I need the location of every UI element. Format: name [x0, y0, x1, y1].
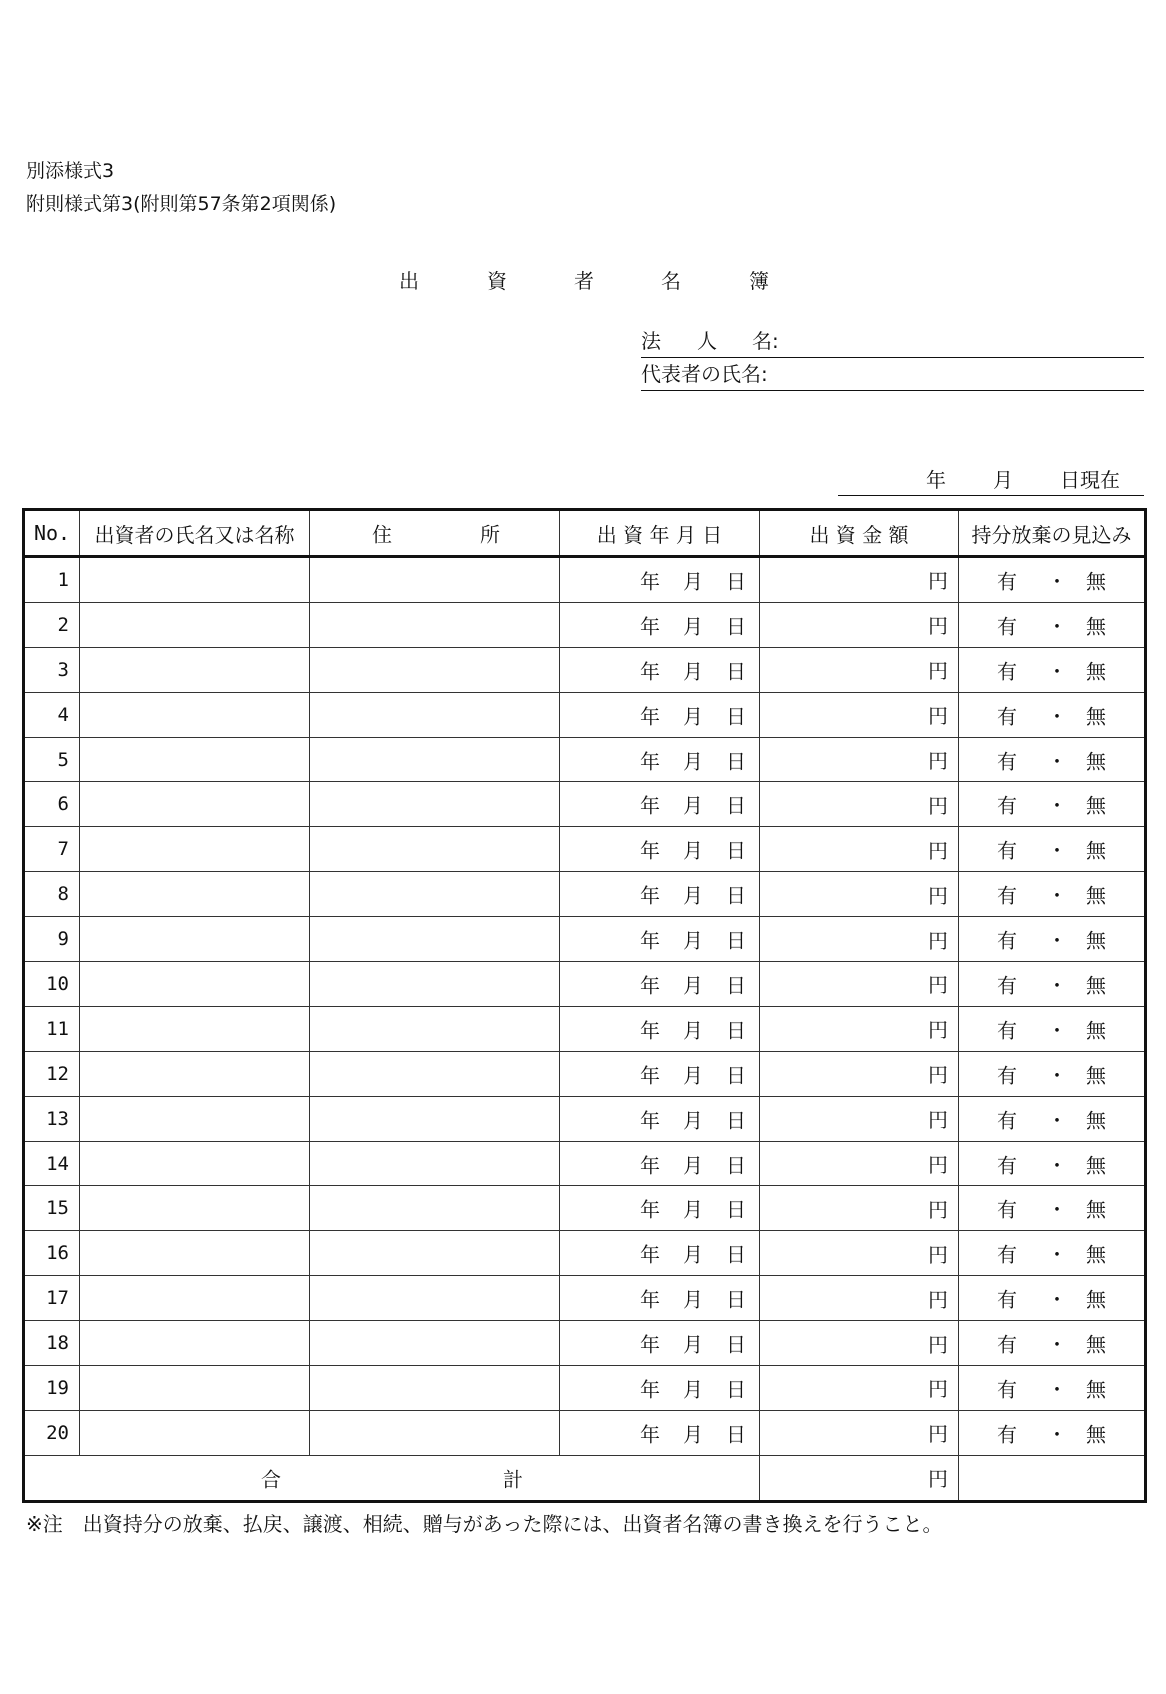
investor-name-cell[interactable]: [80, 1276, 310, 1321]
investor-roster-table: [22, 508, 1147, 1503]
title-char: 者: [574, 269, 594, 293]
title-char: 名: [661, 269, 681, 293]
investment-amount-cell[interactable]: 円: [760, 1051, 959, 1096]
year-label: 年: [640, 1332, 660, 1357]
no-option[interactable]: 無: [1086, 1063, 1106, 1088]
yes-option[interactable]: 有: [997, 1377, 1017, 1402]
address-cell[interactable]: [310, 1321, 560, 1366]
waiver-choice-cell[interactable]: [959, 692, 1146, 737]
investment-amount-cell[interactable]: 円: [760, 1231, 959, 1276]
investment-date-cell[interactable]: [560, 692, 760, 737]
yes-option[interactable]: 有: [997, 973, 1017, 998]
separator-dot: ・: [1047, 1063, 1067, 1088]
year-label: 年: [640, 973, 660, 998]
yes-option[interactable]: 有: [997, 614, 1017, 639]
table-row: [24, 872, 1146, 917]
day-label: 日: [726, 793, 746, 818]
investment-amount-cell[interactable]: 円: [760, 872, 959, 917]
month-label: 月: [683, 928, 703, 953]
month-label: 月: [683, 1197, 703, 1222]
month-label: 月: [683, 883, 703, 908]
header-investor-name: 出資者の氏名又は名称: [80, 510, 310, 557]
table-row: [24, 782, 1146, 827]
year-label: 年: [640, 704, 660, 729]
yes-option[interactable]: 有: [997, 1242, 1017, 1267]
separator-dot: ・: [1047, 1153, 1067, 1178]
investor-name-cell[interactable]: [80, 782, 310, 827]
footnote: ※注 出資持分の放棄、払戻、譲渡、相続、贈与があった際には、出資者名簿の書き換えを行うこと。: [26, 1512, 943, 1536]
row-number: 12: [24, 1051, 80, 1096]
investor-name-cell[interactable]: [80, 827, 310, 872]
investor-name-cell[interactable]: [80, 1141, 310, 1186]
waiver-choice-cell[interactable]: [959, 1276, 1146, 1321]
as-of-month-label: 月: [993, 468, 1013, 492]
investor-name-cell[interactable]: [80, 917, 310, 962]
yes-option[interactable]: 有: [997, 1153, 1017, 1178]
day-label: 日: [726, 1287, 746, 1312]
investor-name-cell[interactable]: [80, 962, 310, 1007]
investment-amount-cell[interactable]: 円: [760, 1410, 959, 1455]
table-row: [24, 1051, 1146, 1096]
investment-amount-cell[interactable]: 円: [760, 1276, 959, 1321]
investor-name-cell[interactable]: [80, 1410, 310, 1455]
no-option[interactable]: 無: [1086, 793, 1106, 818]
waiver-choice-cell[interactable]: [959, 1051, 1146, 1096]
year-label: 年: [640, 659, 660, 684]
investment-date-cell[interactable]: [560, 647, 760, 692]
waiver-choice-cell[interactable]: [959, 872, 1146, 917]
as-of-day-label: 日現在: [1060, 468, 1120, 492]
table-row: [24, 1186, 1146, 1231]
yes-option[interactable]: 有: [997, 659, 1017, 684]
investment-amount-cell[interactable]: 円: [760, 782, 959, 827]
no-option[interactable]: 無: [1086, 659, 1106, 684]
investor-name-cell[interactable]: [80, 1186, 310, 1231]
no-option[interactable]: 無: [1086, 1377, 1106, 1402]
investment-amount-cell[interactable]: 円: [760, 1321, 959, 1366]
address-cell[interactable]: [310, 1141, 560, 1186]
separator-dot: ・: [1047, 793, 1067, 818]
yes-option[interactable]: 有: [997, 1108, 1017, 1133]
investor-name-cell[interactable]: [80, 1096, 310, 1141]
month-label: 月: [683, 1063, 703, 1088]
month-label: 月: [683, 1018, 703, 1043]
investment-date-cell[interactable]: [560, 917, 760, 962]
investment-amount-cell[interactable]: 円: [760, 647, 959, 692]
investment-date-cell[interactable]: [560, 1141, 760, 1186]
no-option[interactable]: 無: [1086, 1018, 1106, 1043]
month-label: 月: [683, 1332, 703, 1357]
investment-date-cell[interactable]: [560, 872, 760, 917]
row-number: 15: [24, 1186, 80, 1231]
month-label: 月: [683, 569, 703, 594]
waiver-choice-cell[interactable]: [959, 737, 1146, 782]
no-option[interactable]: 無: [1086, 838, 1106, 863]
investment-amount-cell[interactable]: 円: [760, 1096, 959, 1141]
separator-dot: ・: [1047, 704, 1067, 729]
day-label: 日: [726, 1108, 746, 1133]
separator-dot: ・: [1047, 614, 1067, 639]
investor-name-cell[interactable]: [80, 1051, 310, 1096]
as-of-date-field[interactable]: [838, 467, 1144, 496]
year-label: 年: [640, 793, 660, 818]
investment-date-cell[interactable]: [560, 827, 760, 872]
investment-amount-cell[interactable]: 円: [760, 1006, 959, 1051]
investment-date-cell[interactable]: [560, 1051, 760, 1096]
investment-date-cell[interactable]: [560, 602, 760, 647]
yes-option[interactable]: 有: [997, 1422, 1017, 1447]
year-label: 年: [640, 928, 660, 953]
address-cell[interactable]: [310, 602, 560, 647]
investment-amount-cell[interactable]: 円: [760, 692, 959, 737]
year-label: 年: [640, 1108, 660, 1133]
waiver-choice-cell[interactable]: [959, 1096, 1146, 1141]
row-number: 13: [24, 1096, 80, 1141]
row-number: 5: [24, 737, 80, 782]
day-label: 日: [726, 1242, 746, 1267]
day-label: 日: [726, 1422, 746, 1447]
waiver-choice-cell[interactable]: [959, 1231, 1146, 1276]
year-label: 年: [640, 883, 660, 908]
no-option[interactable]: 無: [1086, 704, 1106, 729]
table-row: [24, 602, 1146, 647]
row-number: 7: [24, 827, 80, 872]
separator-dot: ・: [1047, 1242, 1067, 1267]
separator-dot: ・: [1047, 838, 1067, 863]
as-of-year-label: 年: [926, 468, 946, 492]
address-cell[interactable]: [310, 647, 560, 692]
address-cell[interactable]: [310, 1410, 560, 1455]
day-label: 日: [726, 659, 746, 684]
year-label: 年: [640, 749, 660, 773]
row-number: 14: [24, 1141, 80, 1186]
separator-dot: ・: [1047, 569, 1067, 594]
month-label: 月: [683, 1153, 703, 1178]
no-option[interactable]: 無: [1086, 569, 1106, 594]
address-cell[interactable]: [310, 917, 560, 962]
year-label: 年: [640, 1063, 660, 1088]
table-row: [24, 917, 1146, 962]
form-number: 別添様式3: [26, 160, 115, 182]
waiver-choice-cell[interactable]: [959, 1141, 1146, 1186]
investment-amount-cell[interactable]: 円: [760, 827, 959, 872]
table-row: [24, 1141, 1146, 1186]
month-label: 月: [683, 793, 703, 818]
no-option[interactable]: 無: [1086, 1287, 1106, 1312]
month-label: 月: [683, 1422, 703, 1447]
table-row: [24, 557, 1146, 603]
yes-option[interactable]: 有: [997, 1018, 1017, 1043]
investment-amount-cell[interactable]: 円: [760, 917, 959, 962]
header-investment-amount: 出 資 金 額: [760, 510, 959, 557]
address-cell[interactable]: [310, 1231, 560, 1276]
yes-option[interactable]: 有: [997, 1332, 1017, 1357]
row-number: 10: [24, 962, 80, 1007]
waiver-choice-cell[interactable]: [959, 557, 1146, 603]
table-row: [24, 1276, 1146, 1321]
investment-date-cell[interactable]: [560, 782, 760, 827]
address-cell[interactable]: [310, 1366, 560, 1411]
table-row: [24, 737, 1146, 782]
month-label: 月: [683, 659, 703, 684]
investor-name-cell[interactable]: [80, 872, 310, 917]
no-option[interactable]: 無: [1086, 1242, 1106, 1267]
row-number: 4: [24, 692, 80, 737]
year-label: 年: [640, 1287, 660, 1312]
row-number: 17: [24, 1276, 80, 1321]
waiver-choice-cell[interactable]: [959, 917, 1146, 962]
day-label: 日: [726, 838, 746, 863]
investment-amount-cell[interactable]: 円: [760, 1366, 959, 1411]
table-row: [24, 1321, 1146, 1366]
waiver-choice-cell[interactable]: [959, 1006, 1146, 1051]
title-char: 資: [487, 269, 507, 293]
day-label: 日: [726, 704, 746, 729]
row-number: 1: [24, 557, 80, 603]
separator-dot: ・: [1047, 1287, 1067, 1312]
investor-name-cell[interactable]: [80, 1366, 310, 1411]
title-char: 出: [399, 269, 419, 293]
day-label: 日: [726, 928, 746, 953]
no-option[interactable]: 無: [1086, 1153, 1106, 1178]
separator-dot: ・: [1047, 659, 1067, 684]
separator-dot: ・: [1047, 1377, 1067, 1402]
separator-dot: ・: [1047, 883, 1067, 908]
yes-option[interactable]: 有: [997, 928, 1017, 953]
address-cell[interactable]: [310, 1186, 560, 1231]
year-label: 年: [640, 1377, 660, 1402]
investment-date-cell[interactable]: [560, 1231, 760, 1276]
year-label: 年: [640, 1018, 660, 1043]
table-row: [24, 1006, 1146, 1051]
yes-option[interactable]: 有: [997, 569, 1017, 594]
waiver-choice-cell[interactable]: [959, 827, 1146, 872]
row-number: 8: [24, 872, 80, 917]
table-row: [24, 1231, 1146, 1276]
day-label: 日: [726, 973, 746, 998]
investment-date-cell[interactable]: [560, 1186, 760, 1231]
day-label: 日: [726, 1197, 746, 1222]
investment-amount-cell[interactable]: 円: [760, 557, 959, 603]
no-option[interactable]: 無: [1086, 883, 1106, 908]
table-row: [24, 1096, 1146, 1141]
day-label: 日: [726, 883, 746, 908]
waiver-choice-cell[interactable]: [959, 1186, 1146, 1231]
table-row: [24, 962, 1146, 1007]
row-number: 3: [24, 647, 80, 692]
investor-name-cell[interactable]: [80, 1231, 310, 1276]
month-label: 月: [683, 1377, 703, 1402]
representative-name-field[interactable]: 代表者の氏名:: [641, 360, 1144, 391]
separator-dot: ・: [1047, 1197, 1067, 1222]
year-label: 年: [640, 569, 660, 594]
yes-option[interactable]: 有: [997, 793, 1017, 818]
waiver-choice-cell[interactable]: [959, 647, 1146, 692]
separator-dot: ・: [1047, 1332, 1067, 1357]
header-no: No.: [24, 510, 80, 557]
address-cell[interactable]: [310, 692, 560, 737]
investment-amount-cell[interactable]: 円: [760, 602, 959, 647]
title-char: 簿: [749, 269, 769, 293]
total-row: [24, 1455, 1146, 1501]
month-label: 月: [683, 1242, 703, 1267]
no-option[interactable]: 無: [1086, 1197, 1106, 1222]
yes-option[interactable]: 有: [997, 1287, 1017, 1312]
row-number: 11: [24, 1006, 80, 1051]
yes-option[interactable]: 有: [997, 704, 1017, 729]
no-option[interactable]: 無: [1086, 614, 1106, 639]
day-label: 日: [726, 614, 746, 639]
investor-name-cell[interactable]: [80, 692, 310, 737]
no-option[interactable]: 無: [1086, 973, 1106, 998]
table-row: [24, 1410, 1146, 1455]
header-investment-date: 出 資 年 月 日: [560, 510, 760, 557]
year-label: 年: [640, 1153, 660, 1178]
address-cell[interactable]: [310, 1096, 560, 1141]
investment-amount-cell[interactable]: 円: [760, 1141, 959, 1186]
year-label: 年: [640, 1242, 660, 1267]
month-label: 月: [683, 838, 703, 863]
appendix-reference: 附則様式第3(附則第57条第2項関係): [26, 193, 337, 215]
corporation-name-field[interactable]: 法 人 名:: [641, 327, 1144, 358]
separator-dot: ・: [1047, 749, 1067, 773]
yes-option[interactable]: 有: [997, 1197, 1017, 1222]
investment-date-cell[interactable]: [560, 962, 760, 1007]
investor-name-cell[interactable]: [80, 1006, 310, 1051]
address-cell[interactable]: [310, 1051, 560, 1096]
investment-date-cell[interactable]: [560, 1006, 760, 1051]
address-cell[interactable]: [310, 827, 560, 872]
waiver-choice-cell[interactable]: [959, 1321, 1146, 1366]
investment-date-cell[interactable]: [560, 1276, 760, 1321]
no-option[interactable]: 無: [1086, 928, 1106, 953]
investment-date-cell[interactable]: [560, 1096, 760, 1141]
table-row: [24, 692, 1146, 737]
separator-dot: ・: [1047, 1422, 1067, 1447]
investment-date-cell[interactable]: [560, 1366, 760, 1411]
table-row: [24, 827, 1146, 872]
row-number: 9: [24, 917, 80, 962]
investor-name-cell[interactable]: [80, 602, 310, 647]
no-option[interactable]: 無: [1086, 749, 1106, 773]
row-number: 6: [24, 782, 80, 827]
table-row: [24, 1366, 1146, 1411]
waiver-choice-cell[interactable]: [959, 602, 1146, 647]
address-cell[interactable]: [310, 782, 560, 827]
day-label: 日: [726, 1377, 746, 1402]
address-cell[interactable]: [310, 557, 560, 603]
no-option[interactable]: 無: [1086, 1108, 1106, 1133]
yes-option[interactable]: 有: [997, 749, 1017, 773]
month-label: 月: [683, 1108, 703, 1133]
investment-amount-cell[interactable]: 円: [760, 962, 959, 1007]
investor-name-cell[interactable]: [80, 737, 310, 782]
investment-date-cell[interactable]: [560, 737, 760, 782]
no-option[interactable]: 無: [1086, 1332, 1106, 1357]
row-number: 18: [24, 1321, 80, 1366]
month-label: 月: [683, 614, 703, 639]
month-label: 月: [683, 973, 703, 998]
separator-dot: ・: [1047, 1018, 1067, 1043]
row-number: 2: [24, 602, 80, 647]
investment-date-cell[interactable]: [560, 1410, 760, 1455]
investor-name-cell[interactable]: [80, 647, 310, 692]
day-label: 日: [726, 1018, 746, 1043]
month-label: 月: [683, 1287, 703, 1312]
day-label: 日: [726, 1332, 746, 1357]
month-label: 月: [683, 704, 703, 729]
year-label: 年: [640, 614, 660, 639]
table-header-row: [24, 510, 1146, 557]
yes-option[interactable]: 有: [997, 1063, 1017, 1088]
total-amount-cell[interactable]: 円: [760, 1455, 959, 1501]
address-cell[interactable]: [310, 1006, 560, 1051]
investor-name-cell[interactable]: [80, 557, 310, 603]
investment-amount-cell[interactable]: 円: [760, 737, 959, 782]
separator-dot: ・: [1047, 1108, 1067, 1133]
total-waiver-cell: [959, 1455, 1146, 1501]
separator-dot: ・: [1047, 973, 1067, 998]
row-number: 19: [24, 1366, 80, 1411]
day-label: 日: [726, 1063, 746, 1088]
waiver-choice-cell[interactable]: [959, 962, 1146, 1007]
investor-name-cell[interactable]: [80, 1321, 310, 1366]
separator-dot: ・: [1047, 928, 1067, 953]
yes-option[interactable]: 有: [997, 883, 1017, 908]
investment-date-cell[interactable]: [560, 557, 760, 603]
no-option[interactable]: 無: [1086, 1422, 1106, 1447]
address-cell[interactable]: [310, 1276, 560, 1321]
waiver-choice-cell[interactable]: [959, 782, 1146, 827]
day-label: 日: [726, 749, 746, 773]
month-label: 月: [683, 749, 703, 773]
table-row: [24, 647, 1146, 692]
row-number: 20: [24, 1410, 80, 1455]
investment-date-cell[interactable]: [560, 1321, 760, 1366]
investment-amount-cell[interactable]: 円: [760, 1186, 959, 1231]
total-label: 合 計: [24, 1455, 760, 1501]
header-waiver-expectation: 持分放棄の見込み: [959, 510, 1146, 557]
waiver-choice-cell[interactable]: [959, 1366, 1146, 1411]
address-cell[interactable]: [310, 737, 560, 782]
header-address: 住 所: [310, 510, 560, 557]
address-cell[interactable]: [310, 962, 560, 1007]
address-cell[interactable]: [310, 872, 560, 917]
year-label: 年: [640, 838, 660, 863]
day-label: 日: [726, 1153, 746, 1178]
row-number: 16: [24, 1231, 80, 1276]
year-label: 年: [640, 1422, 660, 1447]
yes-option[interactable]: 有: [997, 838, 1017, 863]
waiver-choice-cell[interactable]: [959, 1410, 1146, 1455]
day-label: 日: [726, 569, 746, 594]
year-label: 年: [640, 1197, 660, 1222]
